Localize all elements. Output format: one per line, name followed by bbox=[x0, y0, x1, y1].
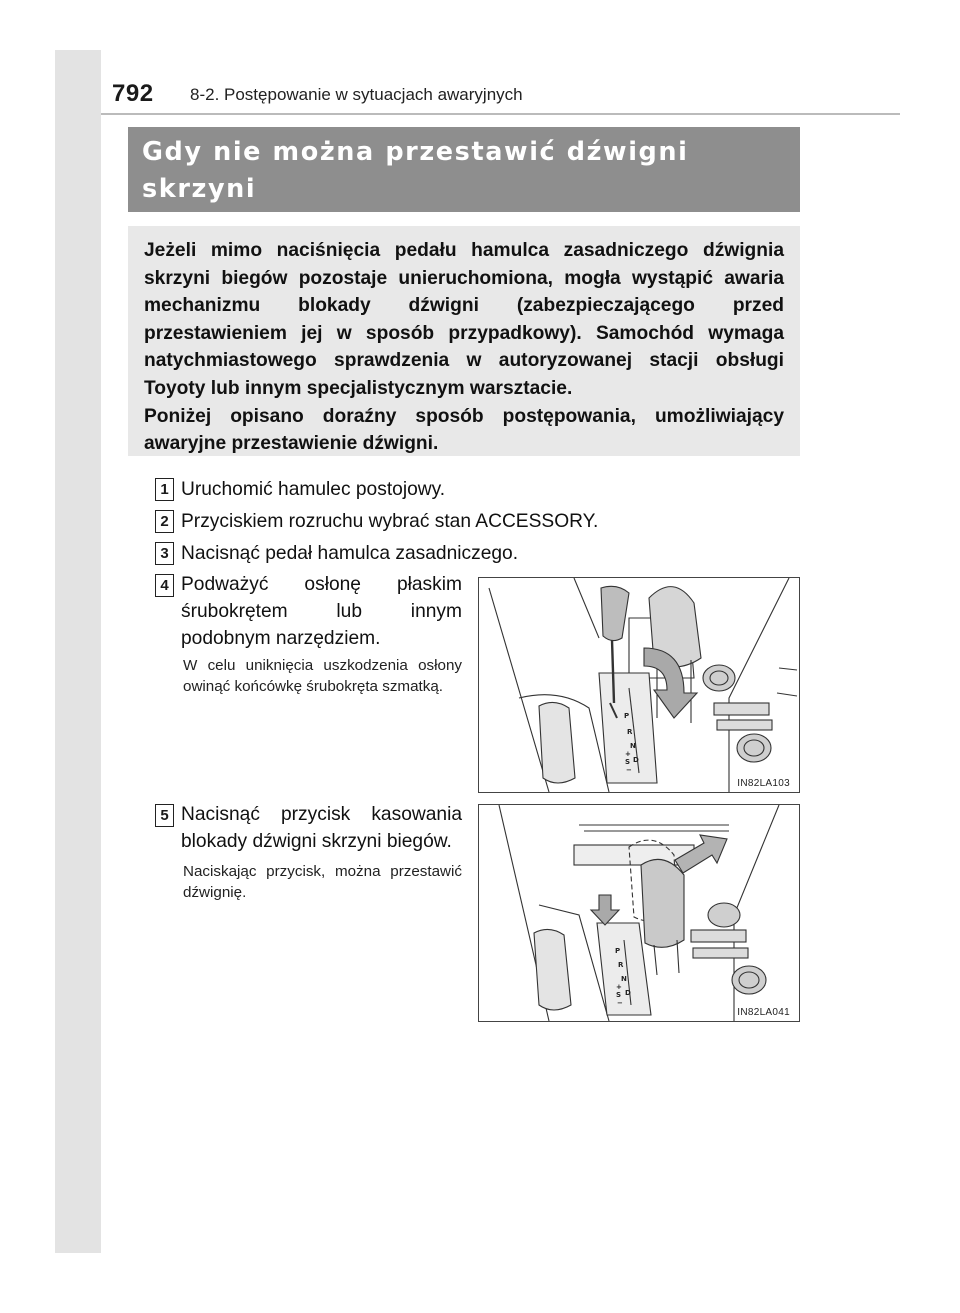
header-divider bbox=[101, 113, 900, 115]
gate-label-s-2: S bbox=[616, 991, 622, 999]
step-1-text: Uruchomić hamulec postojowy. bbox=[181, 479, 446, 500]
gate-label-n-2: N bbox=[621, 975, 627, 983]
gate-label-d: D bbox=[633, 756, 639, 764]
step-badge-3: 3 bbox=[155, 542, 174, 565]
gate-label-r-2: R bbox=[618, 961, 624, 969]
gate-label-plus-2: + bbox=[616, 983, 622, 991]
intro-box bbox=[128, 226, 800, 456]
gate-label-n: N bbox=[630, 742, 636, 750]
section-title bbox=[128, 127, 800, 212]
gate-label-p: P bbox=[624, 712, 630, 720]
step-3-text: Nacisnąć pedał hamulca zasadniczego. bbox=[181, 543, 519, 564]
chapter-title: 8-2. Postępowanie w sytuacjach awaryjnych bbox=[190, 85, 523, 104]
figure-code: IN82LA103 bbox=[737, 778, 790, 789]
gear-shift-pry-drawing bbox=[479, 578, 799, 792]
gate-label-minus: − bbox=[626, 766, 632, 774]
gate-label-minus-2: − bbox=[617, 999, 623, 1007]
step-4-text: Podważyć osłonę płaskim śrubokrętem lub innym podobnym narzędziem. bbox=[181, 574, 462, 649]
step-badge-1: 1 bbox=[155, 478, 174, 501]
step-4-note: W celu uniknięcia uszkodzenia osłony owinąć końcówkę śrubokręta szmatką. bbox=[183, 657, 462, 695]
section-title-line-1: Gdy nie można przestawić dźwigni skrzyni bbox=[142, 137, 689, 204]
page-number: 792 bbox=[112, 80, 154, 107]
step-5-text: Nacisnąć przycisk kasowania blokady dźwigni skrzyni biegów. bbox=[181, 804, 462, 852]
gate-label-s: S bbox=[625, 758, 631, 766]
intro-paragraph-1: Jeżeli mimo naciśnięcia pedału hamulca zasadniczego dźwignia skrzyni biegów pozostaje unieruchomiona, mogła wystąpić awaria mechanizmu blokady dźwigni (zabezpieczającego przed przestawieniem jej w sposób przypadkowy). Samochód wymaga natychmiastowego sprawdzenia w autoryzowanej stacji obsługi Toyoty lub innym specjalistycznym warsztacie. bbox=[144, 240, 784, 399]
illustration-pry-cover bbox=[478, 577, 800, 793]
step-badge-5: 5 bbox=[155, 804, 174, 827]
shift-lock-release-drawing bbox=[479, 805, 799, 1021]
step-badge-4: 4 bbox=[155, 574, 174, 597]
step-2-text: Przyciskiem rozruchu wybrać stan ACCESSORY. bbox=[181, 511, 599, 532]
intro-paragraph-2: Poniżej opisano doraźny sposób postępowania, umożliwiający awaryjne przestawienie dźwigni. bbox=[144, 405, 784, 455]
illustration-release-button bbox=[478, 804, 800, 1022]
gate-label-plus: + bbox=[625, 750, 631, 758]
step-badge-2: 2 bbox=[155, 510, 174, 533]
gate-label-p-2: P bbox=[615, 947, 621, 955]
page-side-band bbox=[55, 50, 101, 1253]
step-5-note: Naciskając przycisk, można przestawić dźwignię. bbox=[183, 863, 462, 901]
gate-label-d-2: D bbox=[625, 989, 631, 997]
figure-code-2: IN82LA041 bbox=[737, 1007, 790, 1018]
gate-label-r: R bbox=[627, 728, 633, 736]
